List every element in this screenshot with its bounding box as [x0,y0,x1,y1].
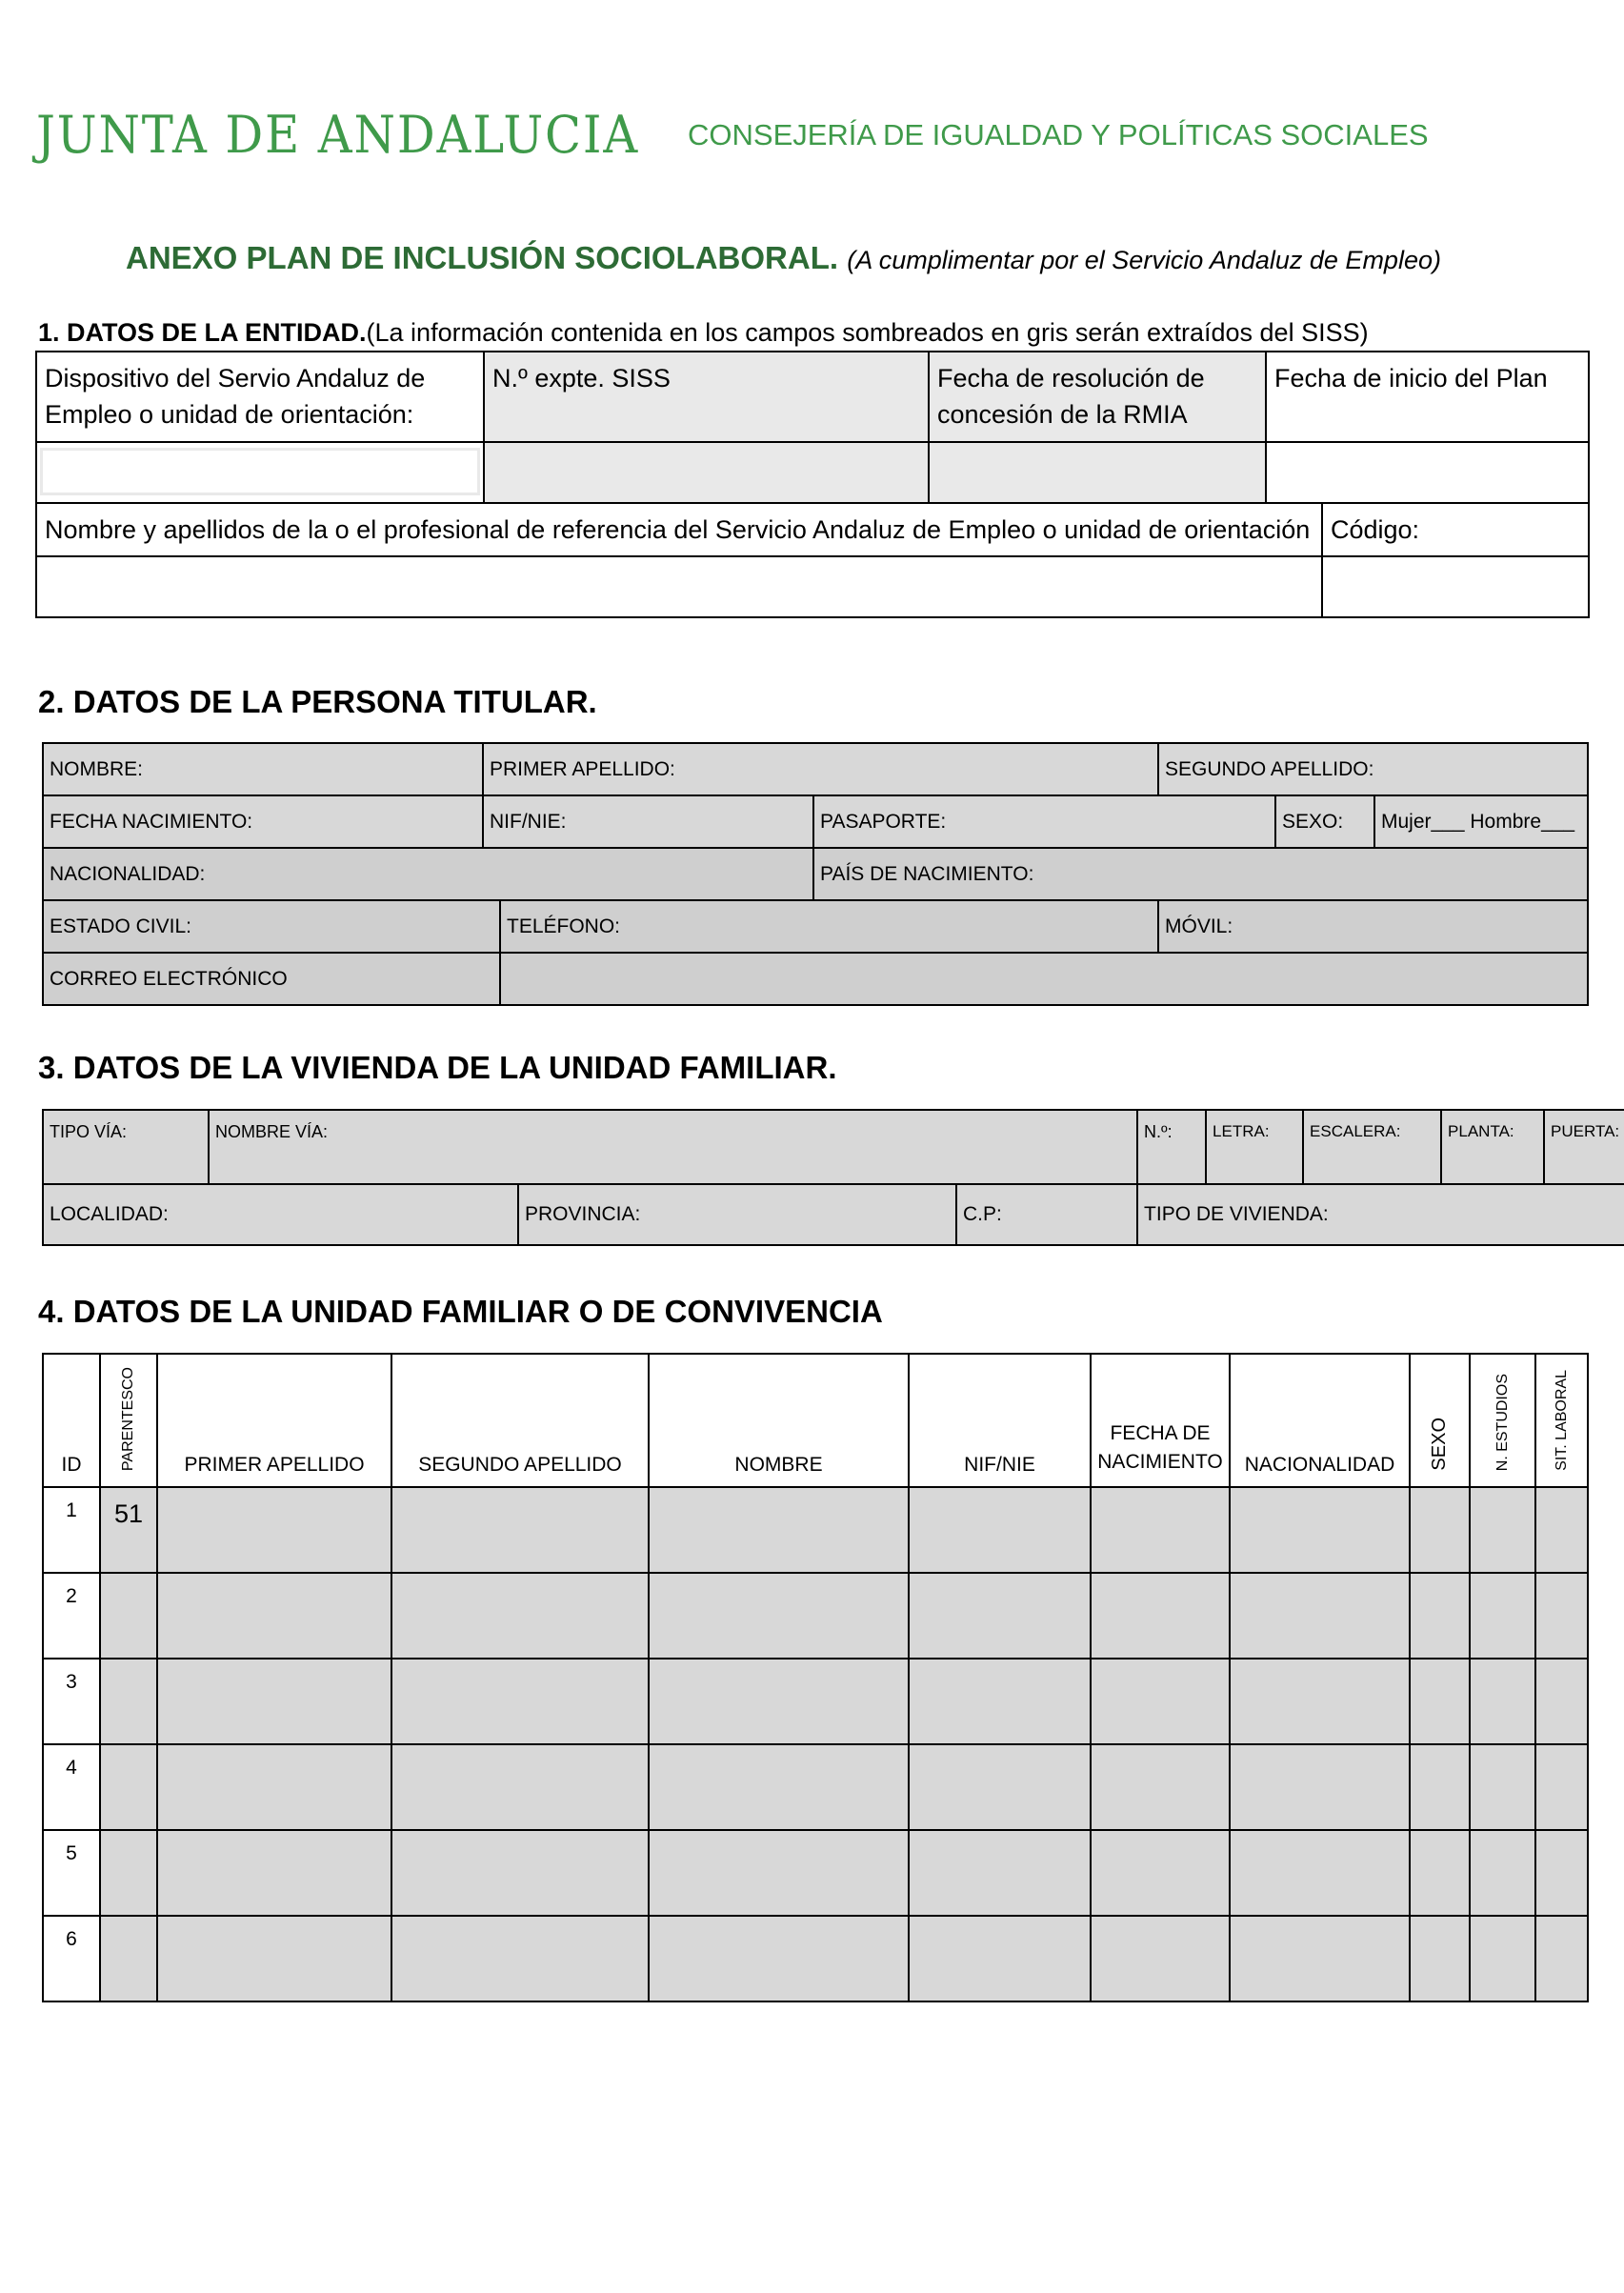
row-fecha-nacimiento[interactable] [1091,1573,1230,1659]
row-primer-apellido[interactable] [157,1573,391,1659]
row-segundo-apellido[interactable] [391,1487,649,1573]
holder-name-field[interactable]: NOMBRE: [43,743,483,795]
row-fecha-nacimiento[interactable] [1091,1744,1230,1830]
ministry-name: CONSEJERÍA DE IGUALDAD Y POLÍTICAS SOCIALES [688,118,1429,151]
holder-table [42,742,1589,1006]
section1-heading: 1. DATOS DE LA ENTIDAD. [38,318,367,347]
row-sexo[interactable] [1410,1830,1470,1916]
row-nacionalidad[interactable] [1230,1830,1410,1916]
row-sexo[interactable] [1410,1744,1470,1830]
holder-mobile-field[interactable]: MÓVIL: [1158,900,1588,953]
section4-title: 4. DATOS DE LA UNIDAD FAMILIAR O DE CONVIVENCIA [38,1294,883,1329]
section2-title: 2. DATOS DE LA PERSONA TITULAR. [38,684,597,719]
housing-type-field[interactable]: TIPO DE VIVIENDA: [1137,1184,1624,1245]
door-field[interactable]: PUERTA: [1544,1110,1624,1184]
col-nif: NIF/NIE [909,1354,1091,1487]
row-parentesco[interactable] [100,1573,157,1659]
document-title [126,240,1441,276]
row-parentesco[interactable] [100,1830,157,1916]
row-nacionalidad[interactable] [1230,1659,1410,1744]
row-fecha-nacimiento[interactable] [1091,1487,1230,1573]
row-estudios[interactable] [1470,1744,1535,1830]
floor-field[interactable]: PLANTA: [1441,1110,1544,1184]
row-nif[interactable] [909,1916,1091,2001]
row-laboral[interactable] [1535,1487,1588,1573]
holder-birthdate-field[interactable]: FECHA NACIMIENTO: [43,795,483,848]
row-id: 5 [43,1830,100,1916]
row-id: 2 [43,1573,100,1659]
row-parentesco[interactable] [100,1744,157,1830]
col-fecha-nacimiento: FECHA DE NACIMIENTO [1091,1354,1230,1487]
resolution-date-field [929,442,1266,503]
col-segundo-apellido: SEGUNDO APELLIDO [391,1354,649,1487]
holder-second-surname-field[interactable]: SEGUNDO APELLIDO: [1158,743,1588,795]
street-type-field[interactable]: TIPO VÍA: [43,1110,209,1184]
section3-title: 3. DATOS DE LA VIVIENDA DE LA UNIDAD FAMILIAR. [38,1050,837,1085]
row-nombre[interactable] [649,1659,909,1744]
row-nacionalidad[interactable] [1230,1573,1410,1659]
row-fecha-nacimiento[interactable] [1091,1659,1230,1744]
holder-sex-options[interactable]: Mujer___ Hombre___ [1374,795,1588,848]
row-segundo-apellido[interactable] [391,1916,649,2001]
street-name-field[interactable]: NOMBRE VÍA: [209,1110,1137,1184]
holder-email-label: CORREO ELECTRÓNICO [43,953,500,1005]
row-laboral[interactable] [1535,1744,1588,1830]
table-row [43,1487,1588,1573]
row-primer-apellido[interactable] [157,1487,391,1573]
row-laboral[interactable] [1535,1659,1588,1744]
row-nif[interactable] [909,1659,1091,1744]
row-estudios[interactable] [1470,1916,1535,2001]
col-laboral-label: SIT. LABORAL [1553,1370,1570,1471]
row-nif[interactable] [909,1487,1091,1573]
row-id: 6 [43,1916,100,2001]
table-row [43,1573,1588,1659]
holder-sex-label: SEXO: [1275,795,1374,848]
plan-start-date-label: Fecha de inicio del Plan [1266,352,1589,442]
row-estudios[interactable] [1470,1573,1535,1659]
holder-first-surname-field[interactable]: PRIMER APELLIDO: [483,743,1158,795]
code-label: Código: [1322,503,1589,556]
col-sexo [1410,1354,1470,1487]
case-number-label: N.º expte. SISS [484,352,929,442]
col-sexo-label: SEXO [1429,1418,1450,1471]
holder-email-field[interactable] [500,953,1588,1005]
entity-device-field[interactable] [36,442,484,503]
col-nacionalidad: NACIONALIDAD [1230,1354,1410,1487]
row-nif[interactable] [909,1830,1091,1916]
plan-start-date-field[interactable] [1266,442,1589,503]
professional-label: Nombre y apellidos de la o el profesional de referencia del Servicio Andaluz de Empleo o unidad de orientación [36,503,1322,556]
code-field[interactable] [1322,556,1589,617]
row-nacionalidad[interactable] [1230,1916,1410,2001]
section1-title [38,318,1369,348]
table-row [43,1916,1588,2001]
row-nombre[interactable] [649,1744,909,1830]
case-number-field [484,442,929,503]
row-nif[interactable] [909,1573,1091,1659]
row-parentesco[interactable] [100,1659,157,1744]
row-nacionalidad[interactable] [1230,1487,1410,1573]
row-fecha-nacimiento[interactable] [1091,1830,1230,1916]
row-laboral[interactable] [1535,1916,1588,2001]
row-sexo[interactable] [1410,1573,1470,1659]
row-segundo-apellido[interactable] [391,1830,649,1916]
row-nombre[interactable] [649,1487,909,1573]
document-title-note: (A cumplimentar por el Servicio Andaluz de Empleo) [847,246,1441,274]
row-sexo[interactable] [1410,1487,1470,1573]
col-laboral [1535,1354,1588,1487]
row-primer-apellido[interactable] [157,1830,391,1916]
row-sexo[interactable] [1410,1916,1470,2001]
col-id: ID [43,1354,100,1487]
row-segundo-apellido[interactable] [391,1659,649,1744]
row-fecha-nacimiento[interactable] [1091,1916,1230,2001]
resolution-date-label: Fecha de resolución de concesión de la RMIA [929,352,1266,442]
col-nombre: NOMBRE [649,1354,909,1487]
letter-field[interactable]: LETRA: [1206,1110,1303,1184]
col-primer-apellido: PRIMER APELLIDO [157,1354,391,1487]
document-title-main: ANEXO PLAN DE INCLUSIÓN SOCIOLABORAL. [126,240,839,275]
row-laboral[interactable] [1535,1830,1588,1916]
holder-phone-field[interactable]: TELÉFONO: [500,900,1158,953]
holder-passport-field[interactable]: PASAPORTE: [813,795,1275,848]
row-sexo[interactable] [1410,1659,1470,1744]
row-nombre[interactable] [649,1916,909,2001]
family-table [42,1353,1589,2002]
row-nacionalidad[interactable] [1230,1744,1410,1830]
entity-device-label: Dispositivo del Servio Andaluz de Empleo o unidad de orientación: [36,352,484,442]
row-primer-apellido[interactable] [157,1744,391,1830]
table-row [43,1830,1588,1916]
holder-nationality-field[interactable]: NACIONALIDAD: [43,848,813,900]
row-estudios[interactable] [1470,1487,1535,1573]
row-laboral[interactable] [1535,1573,1588,1659]
stair-field[interactable]: ESCALERA: [1303,1110,1441,1184]
province-field[interactable]: PROVINCIA: [518,1184,956,1245]
row-id: 1 [43,1487,100,1573]
row-segundo-apellido[interactable] [391,1573,649,1659]
logo: JUNTA DE ANDALUCIA [36,105,640,165]
holder-birth-country-field[interactable]: PAÍS DE NACIMIENTO: [813,848,1588,900]
professional-field[interactable] [36,556,1322,617]
postal-code-field[interactable]: C.P: [956,1184,1137,1245]
row-parentesco[interactable] [100,1916,157,2001]
table-row [43,1744,1588,1830]
section1-note: (La información contenida en los campos sombreados en gris serán extraídos del SISS) [366,318,1369,347]
row-segundo-apellido[interactable] [391,1744,649,1830]
row-primer-apellido[interactable] [157,1916,391,2001]
row-estudios[interactable] [1470,1830,1535,1916]
row-primer-apellido[interactable] [157,1659,391,1744]
row-nombre[interactable] [649,1830,909,1916]
housing-table [42,1109,1624,1246]
row-nombre[interactable] [649,1573,909,1659]
col-parentesco-label: PARENTESCO [120,1366,136,1471]
locality-field[interactable]: LOCALIDAD: [43,1184,518,1245]
row-nif[interactable] [909,1744,1091,1830]
col-estudios [1470,1354,1535,1487]
street-number-field[interactable]: N.º: [1137,1110,1206,1184]
entity-table [35,351,1590,618]
row-estudios[interactable] [1470,1659,1535,1744]
holder-marital-status-field[interactable]: ESTADO CIVIL: [43,900,500,953]
row-id: 3 [43,1659,100,1744]
col-parentesco [100,1354,157,1487]
table-row [43,1659,1588,1744]
col-estudios-label: N. ESTUDIOS [1494,1373,1511,1471]
holder-nif-field[interactable]: NIF/NIE: [483,795,813,848]
row-id: 4 [43,1744,100,1830]
row-parentesco[interactable]: 51 [100,1487,157,1573]
